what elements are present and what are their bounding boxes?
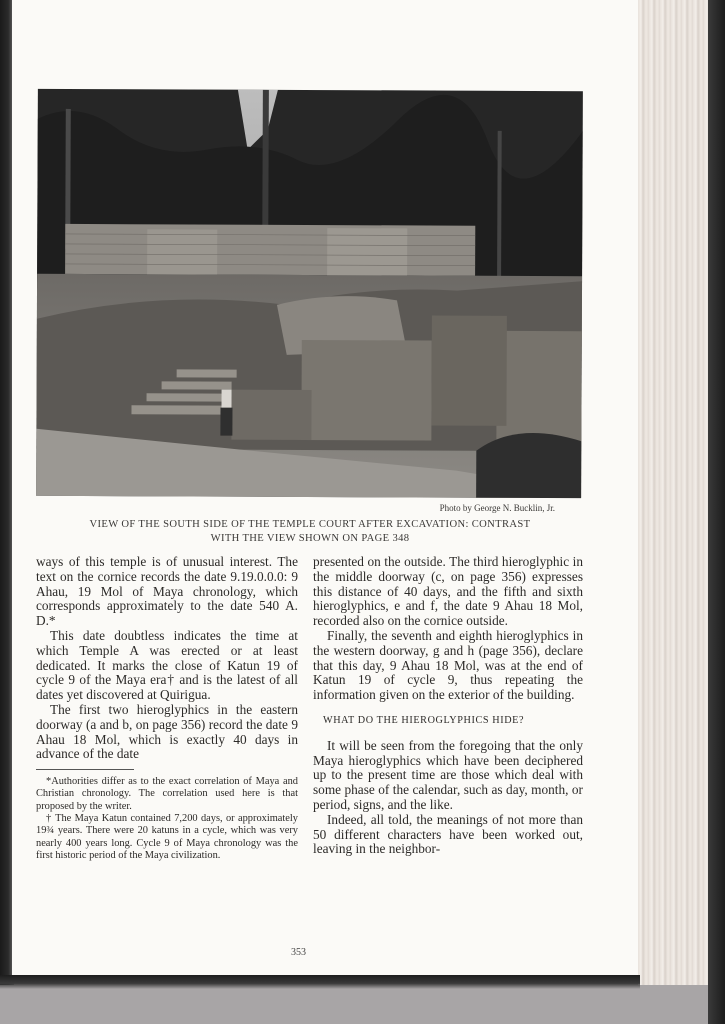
- page-stack-edge: [638, 0, 708, 985]
- photo-illustration: [36, 89, 583, 498]
- paragraph: This date doubtless indicates the time at which Temple A was erected or at least dedicated. It marks the close of Katun 19 of cycle 9 of the Maya era† and is the latest of all dates yet discovered at Quirigua.: [36, 627, 298, 703]
- caption-line-1: VIEW OF THE SOUTH SIDE OF THE TEMPLE COURT AFTER EXCAVATION: CONTRAST: [89, 519, 531, 530]
- paragraph: It will be seen from the foregoing that the only Maya hieroglyphics which have been deciphered up to the present time are those which deal with some phase of the calendar, such as day, month, or period, signs, and the like.: [313, 737, 583, 812]
- page-bottom-shadow: [0, 975, 640, 989]
- left-column: [36, 555, 298, 862]
- paragraph: Finally, the seventh and eighth hieroglyphics in the western doorway, g and h (page 356), declare that this day, 9 Ahau 18 Mol, was at the end of Katun 19 of cycle 9, thus repeating the information given on the exterior of the building.: [313, 627, 583, 703]
- temple-court-photo: [36, 89, 583, 498]
- section-heading: WHAT DO THE HIEROGLYPHICS HIDE?: [323, 714, 525, 726]
- paragraph: Indeed, all told, the meanings of not more than 50 different characters have been worked out, leaving in the neighbor-: [313, 811, 583, 857]
- figure-caption: [40, 518, 580, 546]
- footnote-divider: [36, 769, 134, 770]
- footnote: *Authorities differ as to the exact correlation of Maya and Christian chronology. The correlation used here is that proposed by the writer.: [36, 776, 298, 812]
- page-number: 353: [291, 947, 306, 958]
- paragraph: presented on the outside. The third hieroglyphic in the middle doorway (c, on page 356) expresses this distance of 40 days, and the fifth and sixth hieroglyphics, e and f, the date 9 Ahau 18 Mol, recorded also on the cornice outside.: [313, 554, 583, 629]
- photo-credit: Photo by George N. Bucklin, Jr.: [439, 503, 555, 513]
- paragraph: ways of this temple is of unusual interest. The text on the cornice records the date 9.19.0.0.0: 9 Ahau, 19 Mol of Maya chronology, which corresponds approximately to the date 540 A. D.*: [36, 554, 298, 629]
- footnote: † The Maya Katun contained 7,200 days, or approximately 19¾ years. There were 20 katuns in a cycle, which was very nearly 400 years long. Cycle 9 of Maya chronology was the first historic period of the Maya civilization.: [36, 813, 298, 861]
- paragraph: The first two hieroglyphics in the eastern doorway (a and b, on page 356) record the date 9 Ahau 18 Mol, which is exactly 40 days in advance of the date: [36, 701, 298, 762]
- caption-line-2: WITH THE VIEW SHOWN ON PAGE 348: [210, 533, 410, 544]
- footnotes: [36, 776, 298, 862]
- book-cover-edge: [708, 0, 725, 1024]
- right-column: [313, 555, 583, 857]
